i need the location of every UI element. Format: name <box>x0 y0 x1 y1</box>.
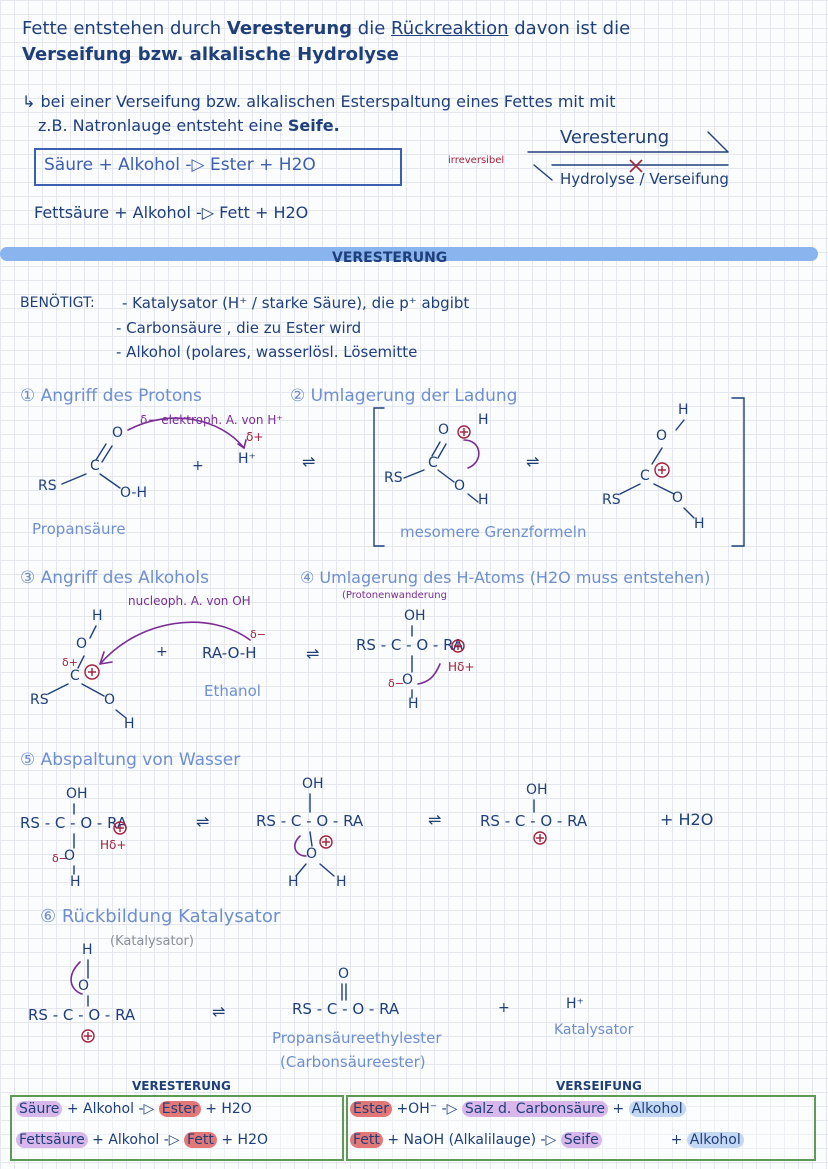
intermediate-chain: RS - C - O - RA <box>356 636 464 654</box>
arrow-catalyst <box>71 962 82 994</box>
atom-h: H <box>70 874 81 890</box>
term-ester: Ester <box>350 1101 392 1117</box>
intro-text: davon ist die <box>514 18 631 39</box>
step-4-title: ④ Umlagerung des H-Atoms (H2O muss entstehen) <box>300 568 711 587</box>
arrow-nucleophilic <box>100 622 250 664</box>
atom-h: H <box>478 412 489 428</box>
arrow-electrophilic <box>128 418 244 448</box>
term-fett: Fett <box>350 1132 383 1148</box>
bracket-left <box>374 408 384 546</box>
ethanol-label: Ethanol <box>204 682 261 700</box>
term-fett: Fett <box>184 1132 217 1148</box>
atom-h: H <box>694 516 705 532</box>
requirement-item: - Katalysator (H⁺ / starke Säure), die p⁺ abgibt <box>122 294 470 312</box>
atom-h: H <box>288 874 299 890</box>
delta-minus: δ− <box>52 852 68 865</box>
propansaeure-label: Propansäure <box>32 520 126 538</box>
ethanol-structure: RA-O-H <box>202 644 257 662</box>
ester-class: (Carbonsäureester) <box>280 1053 426 1071</box>
arrow-proton-shift <box>418 664 440 684</box>
delta-plus: δ+ <box>62 656 78 669</box>
group-oh: OH <box>526 782 548 798</box>
term-fettsaeure: Fettsäure <box>16 1132 88 1148</box>
plus-sign: + <box>156 644 168 660</box>
ester-name: Propansäureethylester <box>272 1029 442 1047</box>
intermediate-chain: RS - C - O - RA <box>20 814 128 832</box>
atom-o: O <box>104 692 116 708</box>
arrow-head-forward <box>708 132 728 152</box>
atom-h: H <box>478 492 489 508</box>
group-rs: RS <box>602 492 621 508</box>
term-h2o: + H2O <box>205 1101 252 1117</box>
atom-h: H <box>124 716 135 732</box>
intro-line-3: ↳ bei einer Verseifung bzw. alkalischen Esterspaltung eines Fettes mit mit <box>22 92 616 111</box>
requirements-label: BENÖTIGT: <box>20 295 95 311</box>
atom-h: H <box>82 942 93 958</box>
group-rs: RS <box>30 692 49 708</box>
term-saeure: Säure <box>16 1101 62 1117</box>
irreversibel-label: irreversibel <box>448 155 505 166</box>
arrow-head-back <box>534 165 552 180</box>
atom-o: O <box>672 490 684 506</box>
atom-o: O <box>438 422 450 438</box>
intermediate-chain: RS - C - O - RA <box>28 1006 136 1024</box>
step-6-title: ⑥ Rückbildung Katalysator <box>40 906 281 927</box>
delta-minus: δ− <box>250 628 266 641</box>
summary-right-title: VERSEIFUNG <box>556 1079 642 1093</box>
equation-box-text: Säure + Alkohol -▷ Ester + H2O <box>44 155 316 175</box>
section-title: VERESTERUNG <box>332 250 448 266</box>
group-oh: O-H <box>120 485 147 501</box>
atom-c: C <box>70 668 80 684</box>
term-plus-alkohol: + Alkohol -▷ <box>66 1101 155 1117</box>
term-salz: Salz d. Carbonsäure <box>462 1101 608 1117</box>
veresterung-arrow-label: Veresterung <box>560 127 670 148</box>
term-h2o: + H2O <box>221 1132 268 1148</box>
term-naoh: + NaOH (Alkalilauge) -▷ <box>387 1132 557 1148</box>
plus-sign: + <box>192 458 204 474</box>
equilibrium-arrow: ⇌ <box>428 810 442 829</box>
step-1-title: ① Angriff des Protons <box>20 386 202 406</box>
water-product: + H2O <box>660 810 714 829</box>
proton: H⁺ <box>566 996 584 1012</box>
step-5-title: ⑤ Abspaltung von Wasser <box>20 750 241 770</box>
mesomere-label: mesomere Grenzformeln <box>400 523 587 541</box>
atom-o: O <box>64 848 76 864</box>
group-oh: OH <box>66 786 88 802</box>
equation-fat: Fettsäure + Alkohol -▷ Fett + H2O <box>34 203 309 222</box>
charge-circles <box>82 426 669 1042</box>
step-4-subtitle: (Protonenwanderung <box>342 590 447 601</box>
arrow-charge-shift <box>464 440 479 468</box>
step-6-subtitle: (Katalysator) <box>110 934 194 949</box>
equilibrium-arrow: ⇌ <box>302 452 316 471</box>
atom-c: C <box>90 458 100 474</box>
requirement-item: - Carbonsäure , die zu Ester wird <box>116 319 362 337</box>
delta-plus: δ+ <box>246 430 264 444</box>
equilibrium-arrow: ⇌ <box>526 452 540 471</box>
keyword-seife: Seife. <box>287 116 340 135</box>
katalysator-label: Katalysator <box>554 1022 634 1038</box>
term-ester: Ester <box>159 1101 201 1117</box>
keyword-rueckreaktion: Rückreaktion <box>391 18 509 39</box>
nucleoph-annotation: nucleoph. A. von OH <box>128 594 251 608</box>
atom-h: H <box>408 696 419 712</box>
intro-text: Fette entstehen durch <box>22 18 222 39</box>
atom-h: H <box>336 874 347 890</box>
atom-h: H <box>92 608 103 624</box>
step-2-title: ② Umlagerung der Ladung <box>290 386 518 406</box>
intro-text: die <box>357 18 386 39</box>
term-alkohol: Alkohol <box>687 1132 744 1148</box>
atom-c: C <box>640 468 650 484</box>
atom-c: C <box>428 455 438 471</box>
summary-left-title: VERESTERUNG <box>132 1079 231 1093</box>
term-alkohol: Alkohol <box>629 1101 686 1117</box>
group-oh: OH <box>302 776 324 792</box>
plus-sign: + <box>498 1000 510 1016</box>
group-rs: RS <box>384 470 403 486</box>
intermediate-chain: RS - C - O - RA <box>256 812 364 830</box>
proton: H⁺ <box>238 451 256 467</box>
term-plus: + <box>670 1132 683 1148</box>
term-plus-alkohol: + Alkohol -▷ <box>92 1132 180 1148</box>
bracket-right <box>732 398 744 546</box>
delta-h: Hδ+ <box>448 660 475 674</box>
equilibrium-arrow: ⇌ <box>196 812 210 831</box>
ester-chain: RS - C - O - RA <box>292 1000 400 1018</box>
equilibrium-arrow: ⇌ <box>212 1002 226 1021</box>
term-plus: + <box>612 1101 625 1117</box>
requirement-item: - Alkohol (polares, wasserlösl. Lösemitte <box>116 343 418 361</box>
intro-line-2: Verseifung bzw. alkalische Hydrolyse <box>22 44 399 65</box>
group-oh: OH <box>404 608 426 624</box>
keyword-veresterung: Veresterung <box>226 18 353 39</box>
bond <box>100 474 120 488</box>
atom-o: O <box>402 672 414 688</box>
atom-o: O <box>76 636 88 652</box>
equilibrium-arrow: ⇌ <box>306 644 320 663</box>
atom-o: O <box>338 966 350 982</box>
intermediate-chain: RS - C - O - RA <box>480 812 588 830</box>
delta-minus: δ− <box>388 677 404 690</box>
group-rs: RS <box>38 478 57 494</box>
atom-o: O <box>306 846 318 862</box>
elektroph-annotation: δ− elektroph. A. von H⁺ <box>140 413 283 427</box>
hydrolyse-arrow-label: Hydrolyse / Verseifung <box>560 170 729 188</box>
atom-o: O <box>656 428 668 444</box>
step-3-title: ③ Angriff des Alkohols <box>20 568 209 588</box>
intro-text: z.B. Natronlauge entsteht eine <box>38 116 283 135</box>
bond <box>62 474 86 484</box>
atom-o: O <box>78 978 90 994</box>
term-seife: Seife <box>561 1132 602 1148</box>
atom-o: O <box>454 478 466 494</box>
delta-h: Hδ+ <box>100 838 127 852</box>
atom-o: O <box>112 425 124 441</box>
term-hydroxide: +OH⁻ -▷ <box>396 1101 458 1117</box>
atom-h: H <box>678 402 689 418</box>
